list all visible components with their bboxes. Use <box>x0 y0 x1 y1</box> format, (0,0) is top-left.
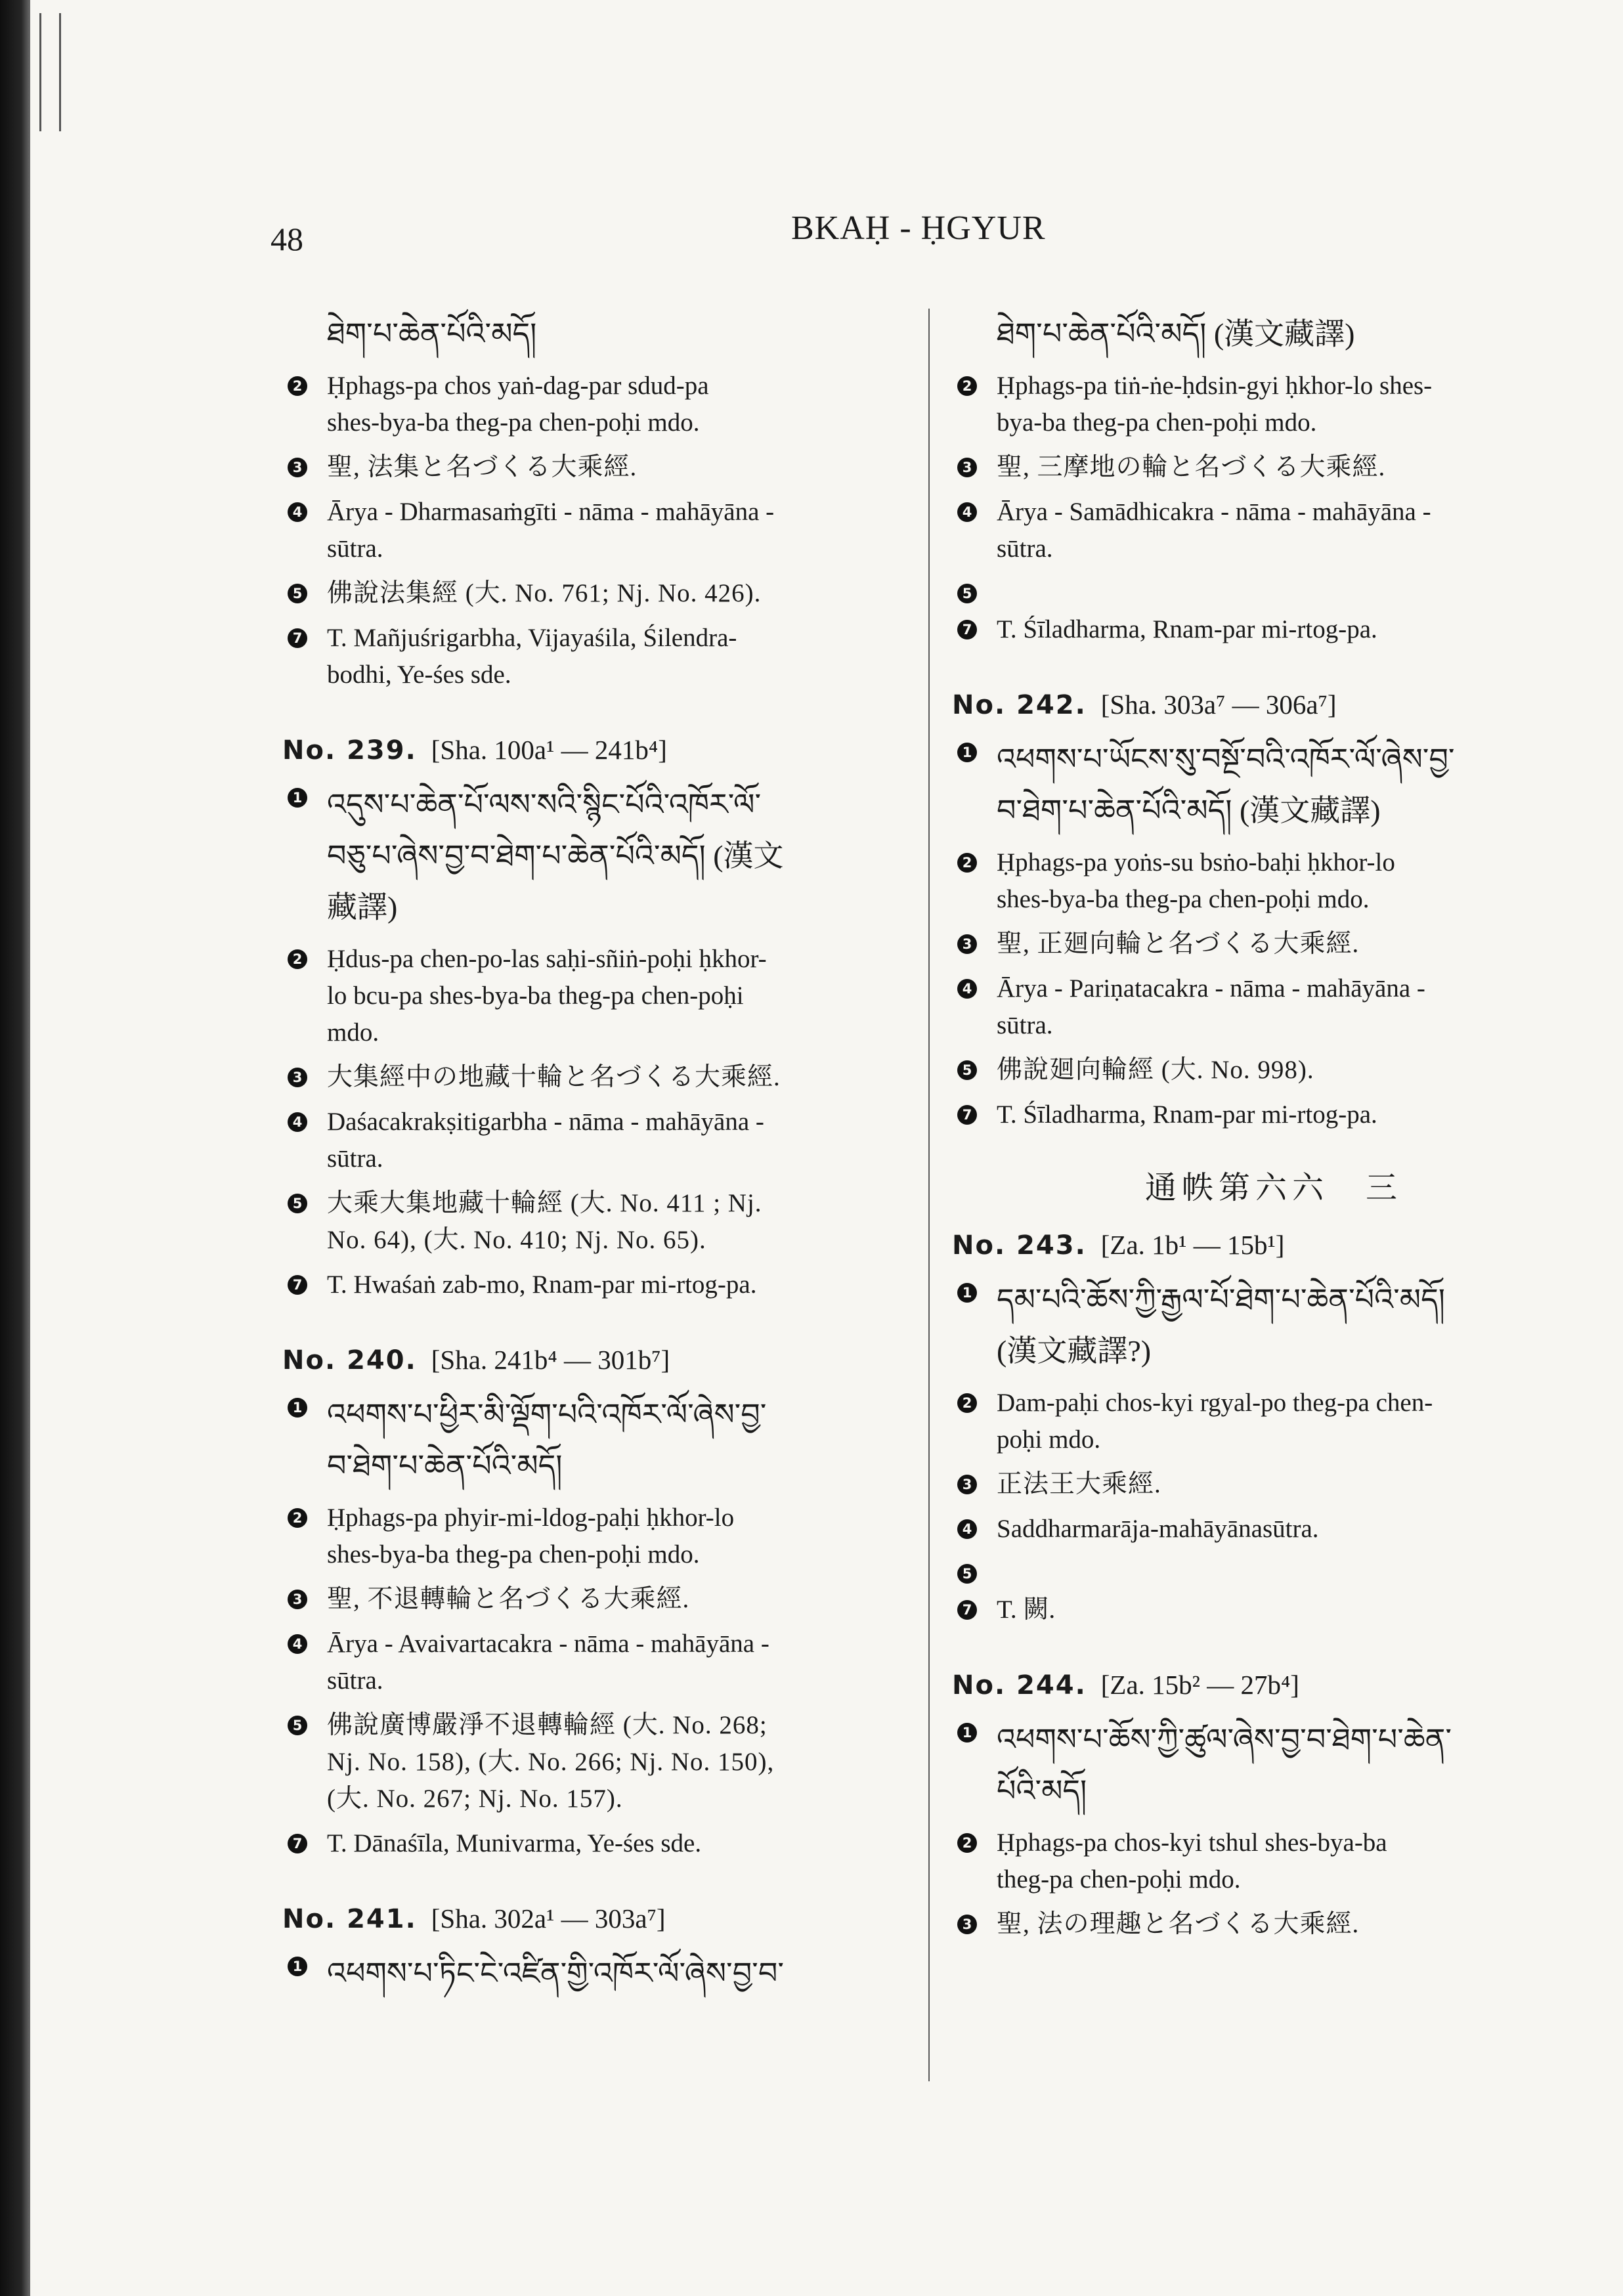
entry-heading <box>952 1225 1595 1265</box>
entry-heading <box>952 1665 1595 1705</box>
latin-text: T. 闕. <box>997 1595 1056 1624</box>
cjk-text: 聖, 不退轉輪と名づくる大乘經. <box>327 1585 690 1613</box>
item-number-marker: 4 <box>288 1634 307 1654</box>
item-number-marker: 5 <box>288 1194 307 1213</box>
latin-text: T. Mañjuśrigarbha, Vijayaśila, Śilendra- bodhi, Ye-śes sde. <box>327 624 737 689</box>
latin-text: T. Hwaśaṅ zab-mo, Rnam-par mi-rtog-pa. <box>327 1270 757 1299</box>
latin-text: Ḥphags-pa phyir-mi-ldog-paḥi ḥkhor-lo shes-bya-ba theg-pa chen-poḥi mdo. <box>327 1504 735 1569</box>
item-number-marker: 5 <box>957 584 977 603</box>
item-number-marker: 1 <box>957 1283 977 1303</box>
entry-line <box>952 368 1595 441</box>
tibetan-text: ཐེག་པ་ཆེན་པོའི་མདོ། (漢文藏譯) <box>997 317 1355 351</box>
entry-line <box>282 620 926 693</box>
item-number-marker: 7 <box>288 1834 307 1853</box>
entry-line <box>282 1185 926 1259</box>
latin-text: T. Śīladharma, Rnam-par mi-rtog-pa. <box>997 615 1377 643</box>
catalog-entry <box>952 685 1595 1133</box>
entry-line <box>282 1059 926 1096</box>
entry-line <box>282 575 926 612</box>
tibetan-text: འཕགས་པ་ཏིང་ངེ་འཛིན་གྱི་འཁོར་ལོ་ཞེས་བྱ་བ་ <box>327 1957 784 1990</box>
entry-line <box>952 494 1595 567</box>
right-column <box>952 309 1595 1980</box>
entry-line <box>282 449 926 486</box>
entry-line <box>952 734 1595 836</box>
latin-text: Daśacakrakṣitigarbha - nāma - mahāyāna - sūtra. <box>327 1108 764 1173</box>
binding-streak <box>59 13 61 131</box>
cjk-text: 聖, 三摩地の輪と名づくる大乘經. <box>997 453 1386 481</box>
entry-line <box>282 1389 926 1492</box>
item-number-marker: 4 <box>288 502 307 522</box>
latin-text: Ārya - Avaivartacakra - nāma - mahāyāna - sūtra. <box>327 1630 769 1695</box>
latin-text: Ārya - Samādhicakra - nāma - mahāyāna - sūtra. <box>997 498 1431 563</box>
entry-line <box>282 309 926 360</box>
left-column <box>282 309 926 2036</box>
cjk-text: 大集經中の地藏十輪と名づくる大乘經. <box>327 1063 781 1091</box>
entry-line <box>282 1500 926 1573</box>
entry-line <box>952 1825 1595 1898</box>
entry-heading <box>282 1899 926 1939</box>
cjk-text: 大乘大集地藏十輪經 (大. No. 411 ; Nj. No. 64), (大. No. 410; Nj. No. 65). <box>327 1189 762 1254</box>
latin-text: Ḥphags-pa chos yaṅ-dag-par sdud-pa shes-bya-ba theg-pa chen-poḥi mdo. <box>327 372 709 437</box>
latin-text: Ḥphags-pa yoṅs-su bsṅo-baḥi ḥkhor-lo shes-bya-ba theg-pa chen-poḥi mdo. <box>997 848 1395 913</box>
folio-location: [Sha. 303a⁷ — 306a⁷] <box>1100 689 1337 720</box>
entry-lines <box>282 1948 926 1999</box>
entry-lines <box>282 1389 926 1862</box>
item-number-marker: 7 <box>288 628 307 648</box>
entry-number: No. 241. <box>282 1904 417 1934</box>
item-number-marker: 5 <box>957 1564 977 1584</box>
catalog-entry <box>282 1340 926 1862</box>
item-number-marker: 4 <box>957 1519 977 1539</box>
item-number-marker: 1 <box>288 1957 307 1976</box>
item-number-marker: 1 <box>957 743 977 762</box>
catalog-entry <box>952 1225 1595 1628</box>
item-number-marker: 3 <box>957 458 977 477</box>
entry-number: No. 243. <box>952 1230 1087 1261</box>
item-number-marker: 2 <box>288 949 307 969</box>
entry-line <box>952 844 1595 918</box>
item-number-marker: 2 <box>957 1393 977 1413</box>
entry-line <box>282 1626 926 1699</box>
section-heading: 通帙第六六 三 <box>1144 1171 1402 1205</box>
entry-number: No. 240. <box>282 1345 417 1375</box>
entry-line <box>952 1714 1595 1817</box>
catalog-entry <box>282 730 926 1303</box>
latin-text: Ārya - Dharmasaṁgīti - nāma - mahāyāna - sūtra. <box>327 498 775 563</box>
entry-lines <box>952 734 1595 1133</box>
entry-lines <box>282 309 926 693</box>
entry-line <box>282 368 926 441</box>
latin-text: Dam-paḥi chos-kyi rgyal-po theg-pa chen- poḥi mdo. <box>997 1389 1433 1454</box>
entry-line <box>282 1104 926 1177</box>
item-number-marker: 1 <box>957 1723 977 1743</box>
tibetan-text: འཕགས་པ་ཡོངས་སུ་བསྔོ་བའི་འཁོར་ལོ་ཞེས་བྱ་ བ་ཐེག་པ་ཆེན་པོའི་མདོ། (漢文藏譯) <box>997 743 1455 827</box>
item-number-marker: 3 <box>288 458 307 477</box>
item-number-marker: 4 <box>288 1112 307 1132</box>
item-number-marker: 3 <box>288 1068 307 1087</box>
latin-text: Ḥdus-pa chen-po-las saḥi-sñiṅ-poḥi ḥkhor- lo bcu-pa shes-bya-ba theg-pa chen-poḥi mdo. <box>327 945 767 1047</box>
entry-line <box>952 970 1595 1044</box>
item-number-marker: 7 <box>957 1600 977 1620</box>
entry-line <box>952 1052 1595 1089</box>
entry-lines <box>282 779 926 1303</box>
item-number-marker: 3 <box>957 934 977 954</box>
entry-line <box>952 575 1595 603</box>
column-divider <box>928 309 930 2081</box>
entry-number: No. 244. <box>952 1670 1087 1700</box>
item-number-marker: 5 <box>288 1716 307 1735</box>
entry-heading <box>952 685 1595 725</box>
entry-line <box>952 926 1595 963</box>
entry-heading <box>282 730 926 770</box>
entry-line <box>952 1511 1595 1548</box>
entry-lines <box>952 1714 1595 1943</box>
entry-line <box>282 1267 926 1303</box>
cjk-text: 佛說廻向輪經 (大. No. 998). <box>997 1056 1314 1084</box>
cjk-text: 佛說廣博嚴淨不退轉輪經 (大. No. 268; Nj. No. 158), (大. No. 266; Nj. No. 150), (大. No. 267; Nj. No. 157). <box>327 1711 775 1813</box>
entry-line <box>282 1948 926 1999</box>
entry-line <box>282 1825 926 1862</box>
entry-line <box>952 611 1595 648</box>
book-binding-edge <box>0 0 30 2296</box>
item-number-marker: 7 <box>957 620 977 639</box>
item-number-marker: 2 <box>957 376 977 396</box>
item-number-marker: 2 <box>288 376 307 396</box>
item-number-marker: 4 <box>957 979 977 999</box>
continued-entry <box>952 309 1595 648</box>
entry-line <box>952 1592 1595 1628</box>
item-number-marker: 4 <box>957 502 977 522</box>
entry-line <box>952 309 1595 360</box>
entry-line <box>282 1581 926 1618</box>
item-number-marker: 7 <box>288 1275 307 1295</box>
page-number: 48 <box>270 221 303 257</box>
item-number-marker: 2 <box>288 1508 307 1528</box>
binding-streak <box>39 13 41 131</box>
entry-heading <box>282 1340 926 1380</box>
entry-line <box>282 1707 926 1817</box>
catalog-entry <box>282 1899 926 1999</box>
entry-list <box>282 730 926 1999</box>
entry-list <box>952 685 1595 1133</box>
entry-line <box>952 1274 1595 1377</box>
entry-line <box>952 449 1595 486</box>
folio-location: [Sha. 100a¹ — 241b⁴] <box>431 735 667 765</box>
entry-line <box>952 1906 1595 1943</box>
folio-location: [Za. 1b¹ — 15b¹] <box>1100 1230 1285 1260</box>
entry-lines <box>952 309 1595 648</box>
tibetan-text: དམ་པའི་ཆོས་ཀྱི་རྒྱལ་པོ་ཐེག་པ་ཆེན་པོའི་མདོ། (漢文藏譯?) <box>997 1283 1445 1368</box>
entry-line <box>952 1555 1595 1584</box>
tibetan-text: འཕགས་པ་ཕྱིར་མི་ལྡོག་པའི་འཁོར་ལོ་ཞེས་བྱ་ བ་ཐེག་པ་ཆེན་པོའི་མདོ། <box>327 1398 767 1483</box>
folio-location: [Sha. 241b⁴ — 301b⁷] <box>431 1345 670 1375</box>
entry-line <box>952 1385 1595 1458</box>
folio-location: [Za. 15b² — 27b⁴] <box>1100 1670 1299 1700</box>
item-number-marker: 5 <box>957 1060 977 1080</box>
running-head: BKAḤ - ḤGYUR <box>791 209 1046 247</box>
entry-number: No. 239. <box>282 735 417 766</box>
entry-line <box>282 941 926 1051</box>
cjk-text: 聖, 法集と名づくる大乘經. <box>327 453 638 481</box>
item-number-marker: 2 <box>957 1833 977 1853</box>
cjk-text: 聖, 正廻向輪と名づくる大乘經. <box>997 930 1360 958</box>
latin-text: Saddharmarāja-mahāyānasūtra. <box>997 1515 1319 1543</box>
entry-number: No. 242. <box>952 690 1087 720</box>
item-number-marker: 1 <box>288 788 307 808</box>
latin-text: T. Śīladharma, Rnam-par mi-rtog-pa. <box>997 1100 1377 1129</box>
cjk-text: 佛說法集經 (大. No. 761; Nj. No. 426). <box>327 579 762 607</box>
item-number-marker: 3 <box>288 1590 307 1609</box>
item-number-marker: 1 <box>288 1398 307 1418</box>
latin-text: Ḥphags-pa chos-kyi tshul shes-bya-ba theg-pa chen-poḥi mdo. <box>997 1829 1387 1894</box>
entry-line <box>952 1466 1595 1503</box>
entry-line <box>282 494 926 567</box>
latin-text: Ārya - Pariṇatacakra - nāma - mahāyāna - sūtra. <box>997 974 1425 1039</box>
entry-line <box>952 1096 1595 1133</box>
catalog-entry <box>952 1665 1595 1943</box>
item-number-marker: 3 <box>957 1915 977 1934</box>
item-number-marker: 7 <box>957 1105 977 1125</box>
item-number-marker: 3 <box>957 1475 977 1494</box>
entry-lines <box>952 1274 1595 1628</box>
latin-text: T. Dānaśīla, Munivarma, Ye-śes sde. <box>327 1829 702 1857</box>
entry-line <box>282 779 926 933</box>
item-number-marker: 5 <box>288 584 307 603</box>
folio-location: [Sha. 302a¹ — 303a⁷] <box>431 1903 666 1934</box>
tibetan-text: ཐེག་པ་ཆེན་པོའི་མདོ། <box>327 317 537 351</box>
item-number-marker: 2 <box>957 853 977 873</box>
cjk-text: 聖, 法の理趣と名づくる大乘經. <box>997 1910 1360 1938</box>
tibetan-text: འཕགས་པ་ཆོས་ཀྱི་ཚུལ་ཞེས་བྱ་བ་ཐེག་པ་ཆེན་ པོའི་མདོ། <box>997 1723 1452 1808</box>
entry-list <box>952 1225 1595 1943</box>
latin-text: Ḥphags-pa tiṅ-ṅe-ḥdsin-gyi ḥkhor-lo shes- bya-ba theg-pa chen-poḥi mdo. <box>997 372 1433 437</box>
tibetan-text: འདུས་པ་ཆེན་པོ་ལས་སའི་སྙིང་པོའི་འཁོར་ལོ་ བཅུ་པ་ཞེས་བྱ་བ་ཐེག་པ་ཆེན་པོའི་མདོ། (漢文 藏譯) <box>327 788 784 924</box>
continued-entry <box>282 309 926 693</box>
cjk-text: 正法王大乘經. <box>997 1470 1161 1498</box>
